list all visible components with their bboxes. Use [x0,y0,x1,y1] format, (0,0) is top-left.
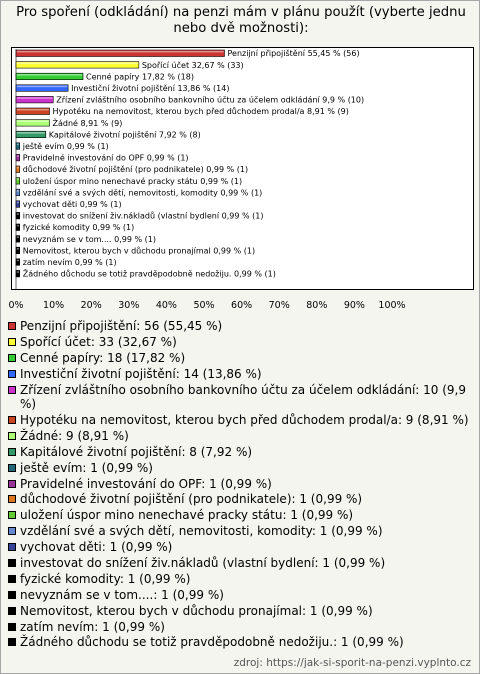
legend-swatch [8,322,16,330]
legend-item [8,556,478,571]
legend-item [8,477,478,492]
bar-label-17: Nemovitost, kterou bych v důchodu pronajímal 0,99 % (1) [22,246,256,256]
x-tick-label-0: 0% [8,300,24,311]
bar-label-12: vzdělání své a svých dětí, nemovitosti, komodity 0,99 % (1) [22,188,263,198]
bar-shine-0 [17,51,224,53]
legend-item [8,429,478,444]
legend-label: ještě evím: 1 (0,99 %) [20,460,153,475]
bar-shine-2 [17,74,82,76]
legend-item [8,445,478,460]
x-tick-label-1: 10% [43,300,65,311]
bar-label-10: důchodové životní pojištění (pro podnikatele) 0,99 % (1) [22,165,249,175]
bar-label-14: investovat do snížení živ.nákladů (vlastní bydlení 0,99 % (1) [22,211,264,221]
bar-label-15: fyzické komodity 0,99 % (1) [22,223,135,233]
legend-label: Hypotéku na nemovitost, kterou bych před důchodem prodal/a: 9 (8,91 %) [20,412,469,427]
legend-item [8,588,478,603]
legend-item [8,635,478,650]
legend-label: zatím nevím: 1 (0,99 %) [20,619,165,634]
legend-label: vychovat děti: 1 (0,99 %) [20,540,173,555]
bar-label-6: Žádné 8,91 % (9) [52,118,123,128]
legend-item [8,383,478,412]
bar-shine-3 [17,86,68,88]
legend-item [8,620,478,635]
legend-label: Penzijní připojištění: 56 (55,45 %) [20,319,223,333]
legend-swatch [8,527,16,535]
bar-label-11: uložení úspor mino nenechavé pracky státu 0,99 % (1) [22,176,243,186]
bar-shine-8 [17,144,19,146]
bar-shine-19 [17,271,19,273]
legend-swatch [8,511,16,519]
legend-item [8,572,478,587]
bar-shine-14 [17,213,19,215]
legend-label: uložení úspor mino nenechavé pracky státu: 1 (0,99 %) [20,508,354,523]
legend-label: Spořící účet: 33 (32,67 %) [20,334,177,349]
bar-shine-13 [17,202,19,204]
legend-swatch [8,638,16,646]
legend-swatch [8,607,16,615]
legend-label: vzdělání své a svých dětí, nemovitosti, komodity: 1 (0,99 %) [20,524,383,539]
legend-label: investovat do snížení živ.nákladů (vlastní bydlení: 1 (0,99 %) [20,555,386,570]
bar-shine-7 [17,132,45,134]
legend-swatch [8,354,16,362]
legend-swatch [8,448,16,456]
legend-swatch [8,386,16,394]
bar-shine-4 [17,97,53,99]
bar-shine-1 [17,62,138,64]
legend-item [8,492,478,507]
legend-label: Kapitálové životní pojištění: 8 (7,92 %) [20,444,253,459]
bar-label-19: Žádného důchodu se totiž pravděpodobně nedožiju. 0,99 % (1) [22,269,276,279]
bar-label-7: Kapitálové životní pojištění 7,92 % (8) [48,130,201,140]
legend-label: fyzické komodity: 1 (0,99 %) [20,571,191,586]
legend-swatch [8,464,16,472]
legend-item [8,335,478,350]
legend-label: Pravidelné investování do OPF: 1 (0,99 %) [20,476,272,491]
x-tick-label-3: 30% [118,300,140,311]
legend-item [8,413,478,428]
legend-swatch [8,416,16,424]
bar-shine-9 [17,155,19,157]
bar-shine-6 [17,120,49,122]
legend-swatch [8,623,16,631]
legend-swatch [8,575,16,583]
bar-shine-11 [17,178,19,180]
legend-label: Žádného důchodu se totiž pravděpodobně nedožiju.: 1 (0,99 %) [20,635,404,650]
legend-label: Nemovitost, kterou bych v důchodu pronajímal: 1 (0,99 %) [20,603,373,618]
legend-label: důchodové životní pojištění (pro podnikatele): 1 (0,99 %) [20,492,363,507]
bar-label-5: Hypotéku na nemovitost, kterou bych před důchodem prodal/a 8,91 % (9) [52,107,349,117]
legend-label: Cenné papíry: 18 (17,82 %) [20,350,186,365]
bar-shine-16 [17,236,19,238]
legend-item [8,540,478,555]
legend-swatch [8,543,16,551]
bar-label-13: vychovat děti 0,99 % (1) [22,200,122,209]
x-tick-label-4: 40% [155,300,177,311]
legend-item [8,461,478,476]
bar-shine-12 [17,190,19,192]
x-tick-label-9: 90% [343,300,365,311]
bar-label-3: Investiční životní pojištění 13,86 % (14) [71,84,230,93]
legend-swatch [8,591,16,599]
bar-label-2: Cenné papíry 17,82 % (18) [86,72,194,82]
legend-swatch [8,559,16,567]
x-tick-label-10: 100% [378,300,406,311]
legend-item [8,508,478,523]
bar-label-16: nevyznám se v tom.... 0,99 % (1) [22,234,156,244]
bar-shine-15 [17,225,19,227]
legend-item [8,319,478,334]
legend-swatch [8,370,16,378]
legend-label: Investiční životní pojištění: 14 (13,86 %) [20,366,262,381]
legend-swatch [8,480,16,488]
legend-swatch [8,495,16,503]
legend [8,319,478,651]
x-tick-label-5: 50% [193,300,215,311]
x-tick-label-2: 20% [80,300,102,311]
x-tick-label-8: 80% [306,300,328,311]
legend-item [8,604,478,619]
legend-swatch [8,432,16,440]
bar-label-4: Zřízení zvláštního osobního bankovního účtu za účelem odkládání 9,9 % (10) [56,95,365,105]
legend-label: Žádné: 9 (8,91 %) [20,428,129,443]
bar-shine-10 [17,167,19,169]
bar-chart [1,1,480,321]
legend-item [8,367,478,382]
legend-label: Zřízení zvláštního osobního bankovního účtu za účelem odkládání: 10 (9,9 %) [20,382,466,412]
bar-label-8: ještě evím 0,99 % (1) [22,142,109,151]
bar-shine-17 [17,248,19,250]
bar-label-9: Pravidelné investování do OPF 0,99 % (1) [22,153,189,163]
x-tick-label-6: 60% [231,300,253,311]
legend-item [8,351,478,366]
x-tick-label-7: 70% [268,300,290,311]
legend-swatch [8,338,16,346]
bar-label-1: Spořící účet 32,67 % (33) [141,60,244,70]
bar-label-18: zatím nevím 0,99 % (1) [22,258,117,267]
source-credit: zdroj: https://jak-si-sporit-na-penzi.vyplnto.cz [233,657,471,669]
chart-title: Pro spoření (odkládání) na penzi mám v plánu použít (vyberte jednu nebo dvě možnosti): [16,5,466,36]
bar-shine-18 [17,260,19,262]
bar-label-0: Penzijní připojištění 55,45 % (56) [227,49,360,59]
bar-shine-5 [17,109,49,111]
legend-label: nevyznám se v tom....: 1 (0,99 %) [20,587,224,602]
legend-item [8,524,478,539]
